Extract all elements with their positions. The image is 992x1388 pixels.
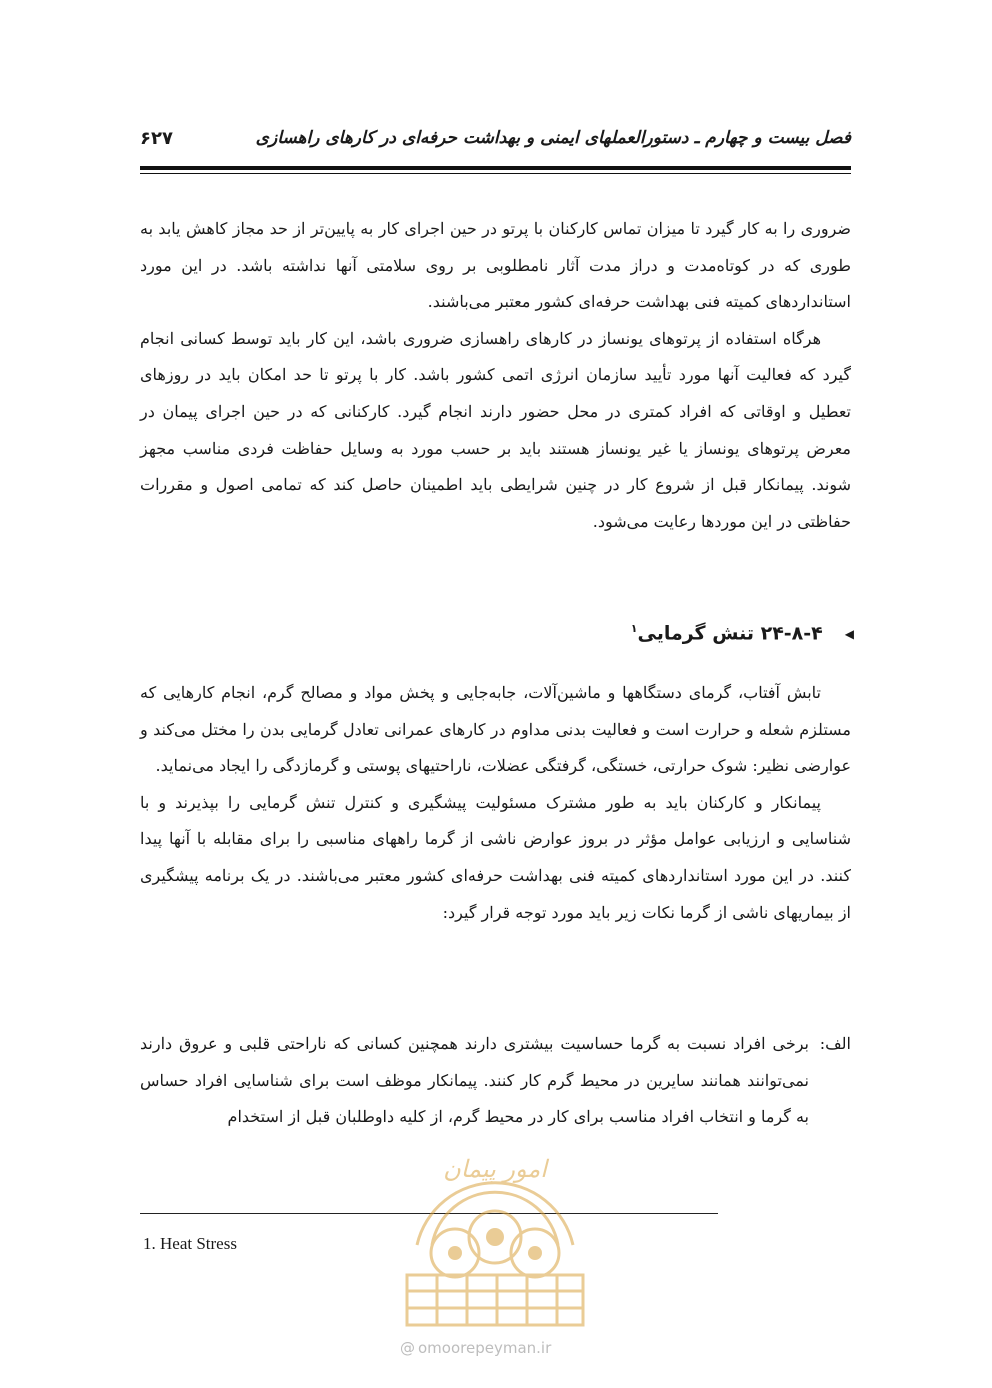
paragraph-heat-sources: تابش آفتاب، گرمای دستگاهها و ماشین‌آلات، جابه‌جایی و پخش مواد و مصالح گرم، انجام کارهایی که مستلزم شعله و حرارت است و فعالیت بدنی مداوم در کارهای عمرانی تعادل گرمایی بدن را مختل می‌کند و عوارضی نظیر: شوک حرارتی، خستگی، گرفتگی عضلات، ناراحتیهای پوستی و گرمازدگی را ایجاد می‌نماید. <box>140 683 851 776</box>
section-title: تنش گرمایی <box>637 622 754 645</box>
list-marker: الف: <box>819 1034 851 1053</box>
paragraph-radiation-limit: ضروری را به کار گیرد تا میزان تماس کارکنان با پرتو در حین اجرای کار به پایین‌تر از حد مجاز کاهش یابد به طوری که در کوتاه‌مدت و دراز مدت آثار نامطلوبی بر روی سلامتی آنها نداشته باشد. در این مورد استانداردهای کمیته فنی بهداشت حرفه‌ای کشور معتبر می‌باشند. <box>140 219 852 312</box>
section-number: ۲۴-۸-۴ <box>760 622 823 645</box>
paragraph-ionizing-radiation: هرگاه استفاده از پرتوهای یونساز در کارهای راهسازی ضروری باشد، این کار باید توسط کسانی انجام گیرد که فعالیت آنها مورد تأیید سازمان انرژی اتمی کشور باشد. کار با پرتو تا حد امکان باید در روزهای تعطیل و اوقاتی که افراد کمتری در محل حضور دارند انجام گیرد. کارکنانی که در حین اجرای پیمان در معرض پرتوهای یونساز یا غیر یونساز هستند باید بر حسب مورد به وسایل حفاظت فردی مناسب مجهز شوند. پیمانکار قبل از شروع کار در چنین شرایطی باید اطمینان حاصل کند که تمامی اصول و مقررات حفاظتی در این موردها رعایت می‌شود. <box>140 328 851 531</box>
at-icon: @ <box>400 1339 415 1357</box>
section-heading <box>631 622 854 644</box>
header-rule-thin <box>140 173 851 174</box>
body-text-upper <box>140 211 851 540</box>
bullet-triangle-icon: ◀ <box>844 626 854 641</box>
paragraph-heat-prevention: پیمانکار و کارکنان باید به طور مشترک مسئولیت پیشگیری و کنترل تنش گرمایی را بپذیرند و با شناسایی و ارزیابی عوامل مؤثر در بروز عوارض ناشی از گرما راههای مناسبی را برای مقابله با آنها پیدا کنند. در این مورد استانداردهای کمیته فنی بهداشت حرفه‌ای کشور معتبر می‌باشند. در یک برنامه پیشگیری از بیماریهای ناشی از گرما نکات زیر باید مورد توجه قرار گیرد: <box>140 792 851 922</box>
header-rule-thick <box>140 166 851 170</box>
watermark-logo-text: امور پیمان <box>443 1155 547 1183</box>
footnote-text: 1. Heat Stress <box>143 1234 237 1253</box>
watermark-logo-icon <box>377 1125 613 1335</box>
watermark-url-text: omoorepeyman.ir <box>418 1339 552 1357</box>
list-item-text: برخی افراد نسبت به گرما حساسیت بیشتری دارند همچنین کسانی که ناراحتی قلبی و عروق دارند نمی‌توانند همانند سایرین در محیط گرم کار کنند. پیمانکار موظف است برای شناسایی افراد حساس به گرما و انتخاب افراد مناسب برای کار در محیط گرم، از کلیه داوطلبان قبل از استخدام <box>140 1034 809 1127</box>
body-text-lower <box>140 675 851 931</box>
running-header <box>140 128 851 160</box>
chapter-title: فصل بیست و چهارم ـ دستورالعملهای ایمنی و بهداشت حرفه‌ای در کارهای راهسازی <box>255 128 851 148</box>
footnote-reference: ۱ <box>630 622 638 635</box>
page-number: ۶۲۷ <box>140 128 173 149</box>
list-item-alef <box>140 1026 851 1136</box>
watermark-url <box>400 1339 551 1357</box>
